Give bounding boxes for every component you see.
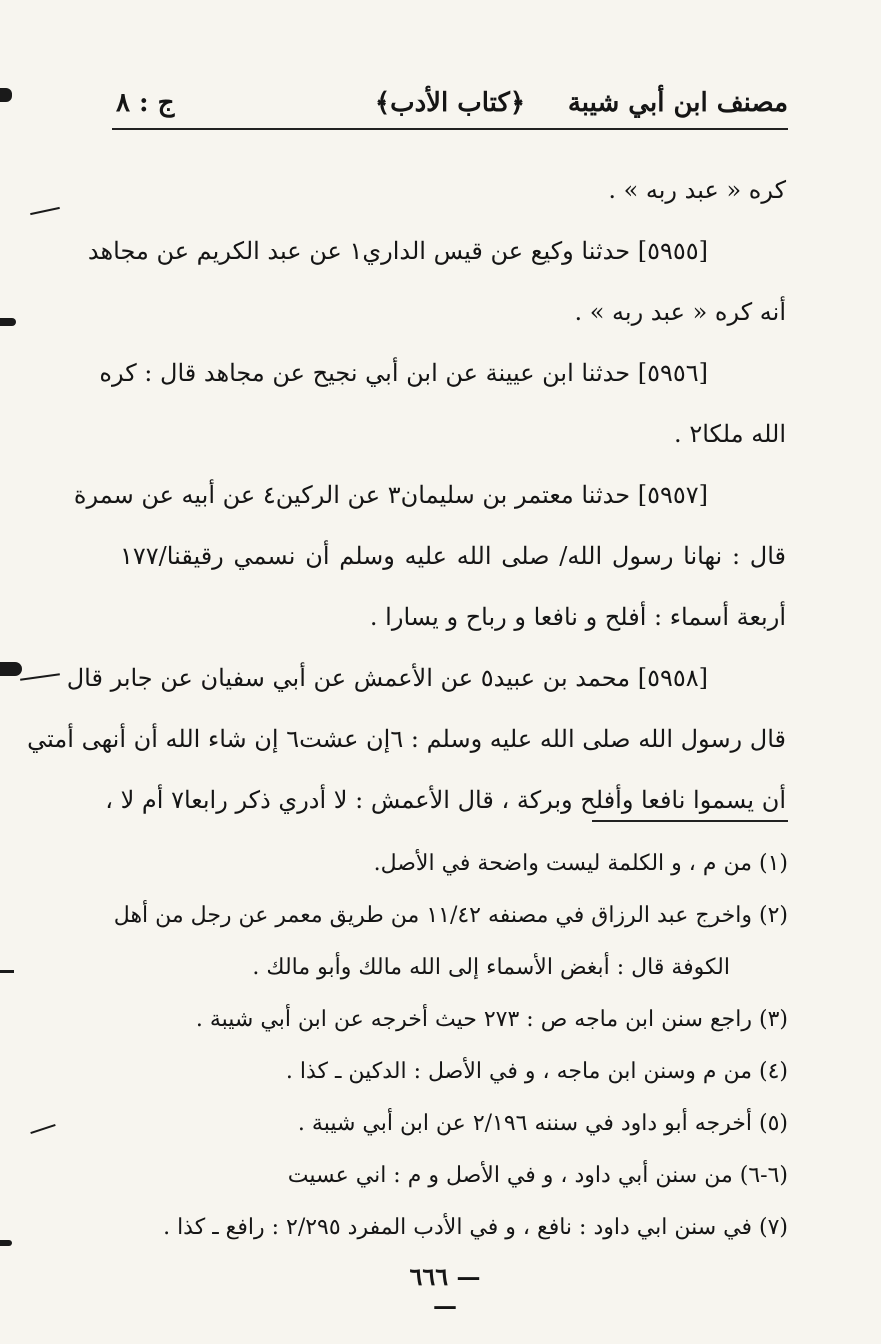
volume-number: ج : ٨: [116, 88, 175, 118]
footnote: (٤) من م وسنن ابن ماجه ، و في الأصل : الدكين ـ كذا .: [285, 1059, 788, 1084]
scan-mark: [0, 88, 12, 102]
main-text: [27, 160, 786, 831]
chapter-title: ﴿كتاب الأدب﴾: [374, 88, 526, 118]
text-line: [87, 221, 786, 282]
text-line-content: كره « عبد ربه » .: [608, 176, 786, 204]
scan-mark: [30, 1124, 55, 1134]
text-line-content: [٥٩٥٨] محمد بن عبيد٥ عن الأعمش عن أبي سفيان عن جابر قال: [66, 664, 708, 692]
text-line: [27, 709, 786, 770]
footnote-rule: [592, 820, 788, 822]
text-line: [73, 465, 786, 526]
footnote: (٣) راجع سنن ابن ماجه ص : ٢٧٣ حيث أخرجه عن ابن أبي شيبة .: [195, 1007, 788, 1032]
scan-mark: [0, 970, 14, 973]
page-number: — ٦٦٦ —: [409, 1262, 481, 1320]
text-line-content: [٥٩٥٥] حدثنا وكيع عن قيس الداري١ عن عبد الكريم عن مجاهد: [87, 237, 708, 265]
text-line: [118, 282, 786, 343]
scan-mark: [0, 1240, 12, 1246]
running-header: [112, 88, 788, 128]
book-title: مصنف ابن أبي شيبة: [567, 88, 788, 118]
text-line: [118, 587, 786, 648]
footnote: (٢) واخرج عبد الرزاق في مصنفه ١١/٤٢ من طريق معمر عن رجل من أهل: [113, 903, 788, 928]
header-rule: [112, 128, 788, 130]
scan-mark: [20, 673, 60, 681]
text-line-content: قال : نهانا رسول الله/ صلى الله عليه وسلم أن نسمي رقيقنا: [166, 542, 786, 570]
footnotes: [112, 838, 788, 1254]
folio-margin-note: ١٧٧/: [120, 542, 167, 570]
text-line-content: الله ملكا٢ .: [674, 420, 786, 448]
text-line-content: أربعة أسماء : أفلح و نافعا و رباح و يسارا .: [369, 603, 786, 631]
footnote: (٧) في سنن ابي داود : نافع ، و في الأدب المفرد ٢/٢٩٥ : رافع ـ كذا .: [163, 1215, 788, 1240]
text-line: [118, 160, 786, 221]
scan-mark: [0, 662, 22, 676]
text-line: [99, 343, 786, 404]
text-line-content: أنه كره « عبد ربه » .: [574, 298, 786, 326]
footnote: (٥) أخرجه أبو داود في سننه ٢/١٩٦ عن ابن أبي شيبة .: [297, 1111, 788, 1136]
text-line: [118, 526, 786, 587]
footnote: (١) من م ، و الكلمة ليست واضحة في الأصل.: [373, 851, 788, 876]
text-line-content: [٥٩٥٧] حدثنا معتمر بن سليمان٣ عن الركين٤ عن أبيه عن سمرة: [73, 481, 708, 509]
text-line-content: أن يسموا نافعا وأفلح وبركة ، قال الأعمش : لا أدري ذكر رابعا٧ أم لا ،: [105, 786, 786, 814]
footnote: (٦-٦) من سنن أبي داود ، و في الأصل و م : اني عسيت: [287, 1163, 788, 1188]
scan-mark: [0, 318, 16, 326]
footnote: الكوفة قال : أبغض الأسماء إلى الله مالك وأبو مالك .: [252, 955, 730, 980]
scan-mark: [30, 207, 60, 215]
text-line-content: قال رسول الله صلى الله عليه وسلم : ٦إن عشت٦ إن شاء الله أن أنهى أمتي: [27, 725, 786, 753]
text-line-content: [٥٩٥٦] حدثنا ابن عيينة عن ابن أبي نجيح عن مجاهد قال : كره: [99, 359, 708, 387]
text-line: [66, 648, 786, 709]
text-line: [118, 404, 786, 465]
